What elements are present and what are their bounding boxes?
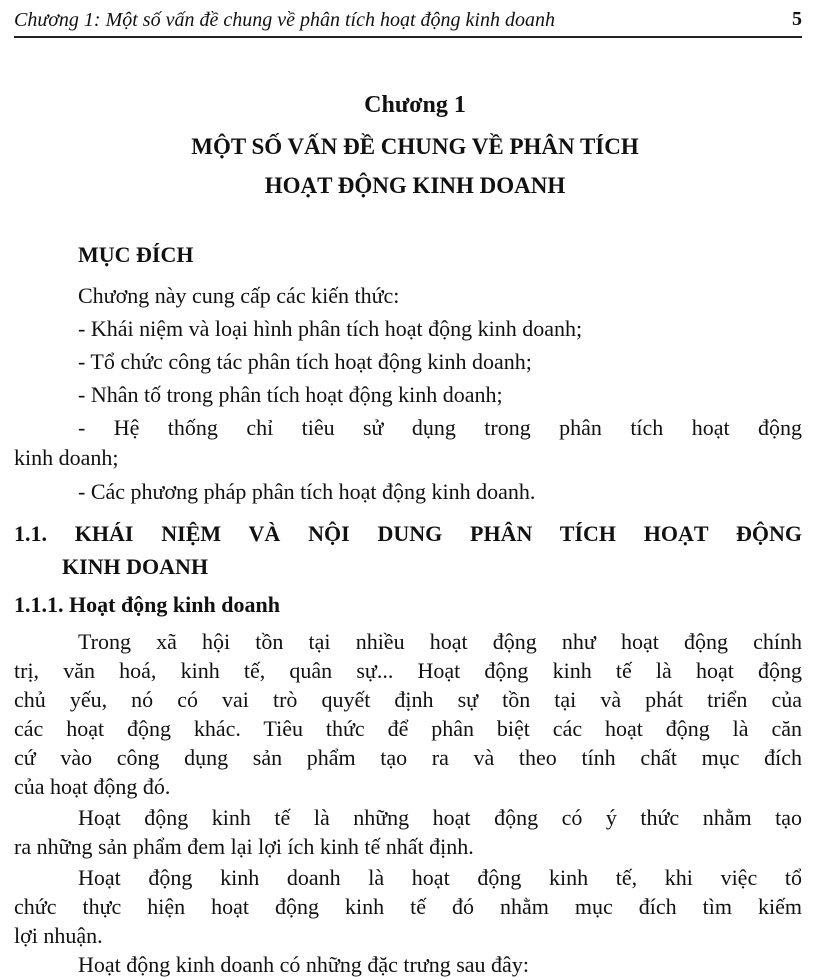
purpose-item-continuation: kinh doanh; xyxy=(14,445,119,470)
page-number: 5 xyxy=(792,8,802,30)
body-line: Hoạt động kinh doanh là hoạt động kinh tế, khi việc tổ xyxy=(78,865,802,890)
section-heading-line1: 1.1. KHÁI NIỆM VÀ NỘI DUNG PHÂN TÍCH HOẠT ĐỘNG xyxy=(14,521,802,546)
purpose-intro: Chương này cung cấp các kiến thức: xyxy=(78,283,400,308)
purpose-item: - Các phương pháp phân tích hoạt động kinh doanh. xyxy=(78,479,536,504)
chapter-label: Chương 1 xyxy=(364,92,466,118)
body-line: chủ yếu, nó có vai trò quyết định sự tồn tại và phát triển của xyxy=(14,687,802,712)
running-header-title: Chương 1: Một số vấn đề chung về phân tích hoạt động kinh doanh xyxy=(14,9,555,31)
purpose-heading: MỤC ĐÍCH xyxy=(78,242,194,267)
purpose-item: - Khái niệm và loại hình phân tích hoạt động kinh doanh; xyxy=(78,316,583,341)
body-line: trị, văn hoá, kinh tế, quân sự... Hoạt động kinh tế là hoạt động xyxy=(14,658,802,683)
body-line: cứ vào công dụng sản phẩm tạo ra và theo tính chất mục đích xyxy=(14,745,802,770)
chapter-title-line1: MỘT SỐ VẤN ĐỀ CHUNG VỀ PHÂN TÍCH xyxy=(191,134,639,159)
purpose-item: - Hệ thống chỉ tiêu sử dụng trong phân tích hoạt động xyxy=(78,415,802,440)
body-line: Hoạt động kinh doanh có những đặc trưng sau đây: xyxy=(78,952,529,977)
chapter-title-line2: HOẠT ĐỘNG KINH DOANH xyxy=(264,173,566,198)
section-heading-line2: KINH DOANH xyxy=(62,554,209,579)
running-header xyxy=(14,6,802,38)
body-line: các hoạt động khác. Tiêu thức để phân biệt các hoạt động là căn xyxy=(14,716,802,741)
body-line: chức thực hiện hoạt động kinh tế đó nhằm mục đích tìm kiếm xyxy=(14,894,802,919)
body-line: Hoạt động kinh tế là những hoạt động có ý thức nhằm tạo xyxy=(78,805,802,830)
purpose-item: - Nhân tố trong phân tích hoạt động kinh doanh; xyxy=(78,382,503,407)
subsection-heading: 1.1.1. Hoạt động kinh doanh xyxy=(14,592,280,617)
body-line: ra những sản phẩm đem lại lợi ích kinh tế nhất định. xyxy=(14,834,474,859)
body-line: lợi nhuận. xyxy=(14,923,103,948)
purpose-item: - Tổ chức công tác phân tích hoạt động kinh doanh; xyxy=(78,349,532,374)
body-line: của hoạt động đó. xyxy=(14,774,171,799)
body-line: Trong xã hội tồn tại nhiều hoạt động như hoạt động chính xyxy=(78,629,802,654)
